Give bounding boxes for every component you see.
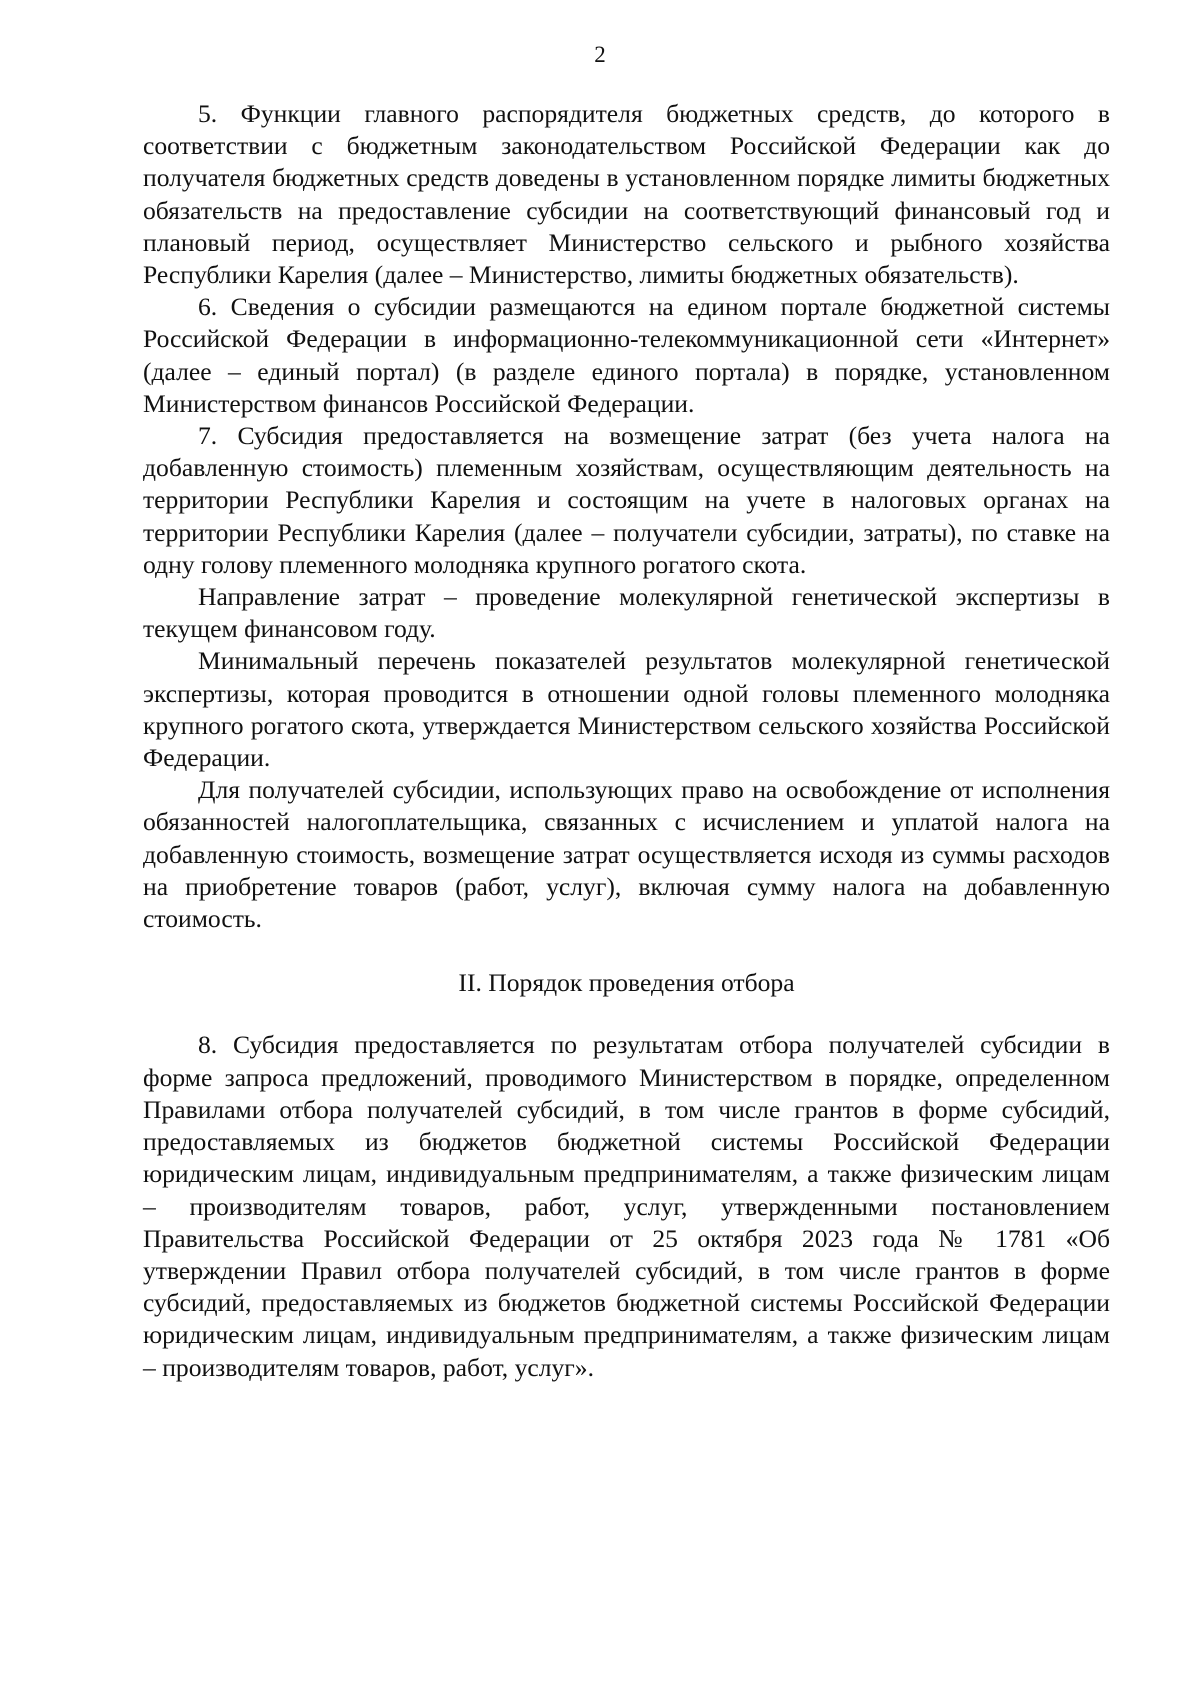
paragraph-7: 7. Субсидия предоставляется на возмещение затрат (без учета налога на добавленную стоимость) племенным хозяйствам, осуществляющим деятельность на территории Республики Карелия и состоящим на учете в налоговых органах на территории Республики Карелия (далее – получатели субсидии, затраты), по ставке на одну голову племенного молодняка крупного рогатого скота. [143, 421, 1110, 579]
paragraph-8: 8. Субсидия предоставляется по результатам отбора получателей субсидии в форме запроса предложений, проводимого Министерством в порядке, определенном Правилами отбора получателей субсидий, в том числе грантов в форме субсидий, предоставляемых из бюджетов бюджетной системы Российской Федерации юридическим лицам, индивидуальным предпринимателям, а также физическим лицам – производителям товаров, работ, услуг, утвержденными постановлением Правительства Российской Федерации от 25 октября 2023 года № 1781 «Об утверждении Правил отбора получателей субсидий, в том числе грантов в форме субсидий, предоставляемых из бюджетов бюджетной системы Российской Федерации юридическим лицам, индивидуальным предпринимателям, а также физическим лицам – производителям товаров, работ, услуг». [143, 1030, 1110, 1382]
paragraph-vat-exemption: Для получателей субсидии, использующих право на освобождение от исполнения обязанностей налогоплательщика, связанных с исчислением и уплатой налога на добавленную стоимость, возмещение затрат осуществляется исходя из суммы расходов на приобретение товаров (работ, услуг), включая сумму налога на добавленную стоимость. [143, 775, 1110, 934]
paragraph-6: 6. Сведения о субсидии размещаются на едином портале бюджетной системы Российской Федерации в информационно-телекоммуникационной сети «Интернет» (далее – единый портал) (в разделе единого портала) в порядке, установленном Министерством финансов Российской Федерации. [143, 292, 1110, 418]
paragraph-indicators: Минимальный перечень показателей результатов молекулярной генетической экспертизы, которая проводится в отношении одной головы племенного молодняка крупного рогатого скота, утверждается Министерством сельского хозяйства Российской Федерации. [143, 646, 1110, 773]
paragraph-5: 5. Функции главного распорядителя бюджетных средств, до которого в соответствии с бюджетным законодательством Российской Федерации как до получателя бюджетных средств доведены в установленном порядке лимиты бюджетных обязательств на предоставление субсидии на соответствующий финансовый год и плановый период, осуществляет Министерство сельского и рыбного хозяйства Республики Карелия (далее – Министерство, лимиты бюджетных обязательств). [143, 99, 1110, 290]
document-body [143, 98, 1110, 1384]
section-heading: II. Порядок проведения отбора [458, 968, 795, 998]
paragraph-cost-direction: Направление затрат – проведение молекулярной генетической экспертизы в текущем финансовом году. [143, 582, 1110, 644]
page-number: 2 [594, 42, 606, 67]
